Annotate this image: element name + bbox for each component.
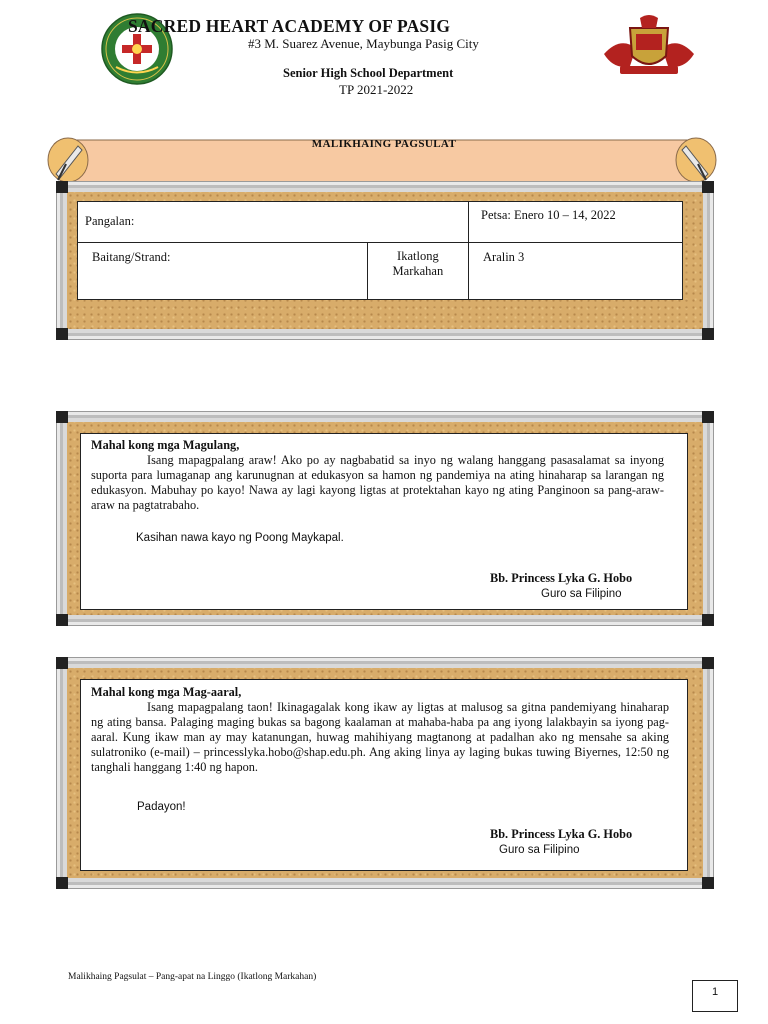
parents-signature: Bb. Princess Lyka G. Hobo [490, 571, 633, 585]
department-label: Senior High School Department [283, 66, 454, 80]
name-cell[interactable] [78, 202, 469, 243]
parents-greeting: Mahal kong mga Magulang, [91, 438, 240, 452]
footer-text: Malikhaing Pagsulat – Pang-apat na Linggo (Ikatlong Markahan) [68, 972, 317, 982]
lesson-cell [469, 243, 683, 300]
parents-blessing: Kasihan nawa kayo ng Poong Maykapal. [136, 532, 344, 544]
students-signature: Bb. Princess Lyka G. Hobo [490, 827, 633, 841]
parents-body: Isang mapagpalang araw! Ako po ay nagbabatid sa inyo ng walang hanggang pasasalamat sa inyong suporta para lumaganap ang karunugnan at edukasyon sa hamon ng pandemiya na ating hinaharap sa larangan ng edukasyon. Mabuhay po kayo! Nawa ay lagi kayong ligtas at protektahan kayo ng ating Panginoon sa pang-araw-araw na pagtatrabaho. [91, 453, 664, 512]
students-body: Isang mapagpalang taon! Ikinagagalak kong ikaw ay ligtas at malusog sa gitna pandemiyang hinaharap ng ating bansa. Palaging maging bukas sa bagong kaalaman at mahaba-haba pa ang iyong lalakbayin sa iyong pag-aaral. Kung ikaw man ay may katanungan, huwag mahihiyang magtanong at padalhan ako ng mensahe sa aking sulatroniko (e-mail) – princesslyka.hobo@shap.edu.ph. Ang aking linya ay laging bukas tuwing Biyernes, 12:50 ng tanghali hanggang 1:40 ng hapon. [91, 700, 669, 774]
students-role: Guro sa Filipino [499, 844, 580, 856]
students-letter [80, 679, 688, 871]
quarter-cell [367, 243, 468, 300]
quarter-text: Ikatlong Markahan [392, 249, 444, 278]
grade-strand-cell[interactable] [78, 243, 368, 300]
info-table [77, 201, 683, 300]
school-name: SACRED HEART ACADEMY OF PASIG [128, 16, 451, 36]
parents-role: Guro sa Filipino [541, 588, 622, 600]
students-closing: Padayon! [137, 801, 186, 813]
date-text: Petsa: Enero 10 – 14, 2022 [481, 208, 616, 222]
name-label: Pangalan: [85, 214, 135, 228]
coat-of-arms-logo [600, 14, 698, 76]
students-greeting: Mahal kong mga Mag-aaral, [91, 685, 242, 699]
school-year: TP 2021-2022 [339, 82, 414, 97]
banner-title: MALIKHAING PAGSULAT [311, 138, 457, 150]
date-cell [469, 202, 683, 243]
page-number: 1 [692, 980, 738, 1012]
lesson-text: Aralin 3 [483, 250, 525, 264]
grade-strand-label: Baitang/Strand: [92, 250, 171, 264]
school-address: #3 M. Suarez Avenue, Maybunga Pasig City [248, 36, 479, 51]
parents-letter [80, 433, 688, 610]
